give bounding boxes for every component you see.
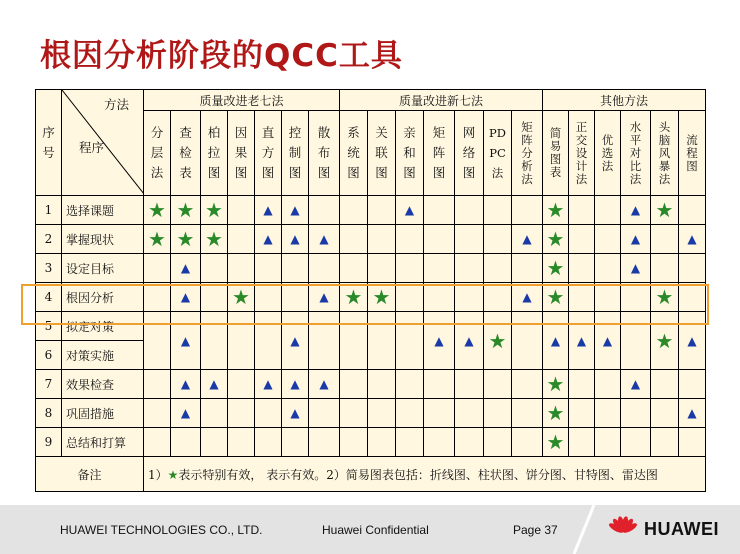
mark-cell xyxy=(368,225,396,254)
mark-cell xyxy=(144,399,171,428)
tool-header: 查检表 xyxy=(171,111,201,196)
table-row xyxy=(36,196,706,225)
mark-cell xyxy=(651,428,679,457)
triangle-icon: ▲ xyxy=(602,333,613,348)
mark-cell xyxy=(340,399,368,428)
mark-cell xyxy=(228,428,255,457)
mark-cell xyxy=(340,254,368,283)
star-icon: ★ xyxy=(176,227,195,251)
step-name: 巩固措施 xyxy=(62,399,144,428)
huawei-logo-icon xyxy=(606,515,640,545)
triangle-icon: ▲ xyxy=(630,377,641,391)
group-other: 其他方法 xyxy=(543,90,706,111)
mark-cell xyxy=(340,196,368,225)
mark-cell xyxy=(228,225,255,254)
mark-cell xyxy=(543,254,569,283)
mark-cell xyxy=(228,196,255,225)
triangle-icon: ▲ xyxy=(290,406,300,420)
tool-header: 矩阵图 xyxy=(424,111,455,196)
step-number: 1 xyxy=(36,196,62,225)
mark-cell xyxy=(621,254,651,283)
mark-cell xyxy=(282,225,309,254)
mark-cell xyxy=(484,399,512,428)
mark-cell xyxy=(201,399,228,428)
mark-cell xyxy=(144,225,171,254)
triangle-icon: ▲ xyxy=(630,203,641,217)
triangle-icon: ▲ xyxy=(630,261,641,275)
group-new-seven: 质量改进新七法 xyxy=(340,90,543,111)
mark-cell xyxy=(201,428,228,457)
mark-cell xyxy=(340,370,368,399)
mark-cell xyxy=(309,428,340,457)
tool-header: 直方图 xyxy=(255,111,282,196)
mark-cell xyxy=(396,254,424,283)
mark-cell xyxy=(512,225,543,254)
star-icon: ★ xyxy=(655,198,674,222)
mark-cell xyxy=(144,370,171,399)
triangle-icon: ▲ xyxy=(404,203,415,217)
mark-cell xyxy=(455,428,484,457)
mark-cell xyxy=(396,196,424,225)
triangle-icon: ▲ xyxy=(687,406,697,420)
mark-cell xyxy=(368,370,396,399)
mark-cell xyxy=(512,428,543,457)
tool-header: 正交设计法 xyxy=(569,111,595,196)
mark-cell xyxy=(201,370,228,399)
triangle-icon: ▲ xyxy=(319,232,329,246)
note-label: 备注 xyxy=(36,457,144,492)
step-number: 6 xyxy=(36,341,62,370)
mark-cell xyxy=(368,399,396,428)
triangle-icon: ▲ xyxy=(290,203,300,217)
star-icon: ★ xyxy=(232,285,250,309)
mark-cell xyxy=(396,225,424,254)
triangle-icon: ▲ xyxy=(290,333,300,348)
mark-cell xyxy=(543,196,569,225)
mark-cell xyxy=(595,370,621,399)
tool-header: 系统图 xyxy=(340,111,368,196)
star-icon: ★ xyxy=(546,285,565,309)
mark-cell xyxy=(255,254,282,283)
star-icon: ★ xyxy=(546,227,565,251)
mark-cell xyxy=(396,399,424,428)
mark-cell xyxy=(368,254,396,283)
mark-cell xyxy=(228,399,255,428)
mark-cell xyxy=(368,196,396,225)
seq-header: 序号 xyxy=(36,90,62,196)
triangle-icon: ▲ xyxy=(687,333,697,348)
tool-header: 柏拉图 xyxy=(201,111,228,196)
footer-page-number: Page 37 xyxy=(513,523,558,537)
mark-cell xyxy=(309,196,340,225)
mark-cell xyxy=(595,399,621,428)
mark-cell xyxy=(171,399,201,428)
mark-cell xyxy=(569,254,595,283)
triangle-icon: ▲ xyxy=(263,232,273,246)
tool-header: 水平对比法 xyxy=(621,111,651,196)
mark-cell xyxy=(651,370,679,399)
step-number: 5 xyxy=(36,312,62,341)
mark-cell xyxy=(171,428,201,457)
mark-cell xyxy=(569,196,595,225)
mark-cell xyxy=(651,254,679,283)
triangle-icon: ▲ xyxy=(180,406,191,420)
mark-cell xyxy=(144,196,171,225)
triangle-icon: ▲ xyxy=(263,377,273,391)
triangle-icon: ▲ xyxy=(319,377,329,391)
triangle-icon: ▲ xyxy=(263,203,273,217)
table-row xyxy=(36,399,706,428)
triangle-icon: ▲ xyxy=(180,377,191,391)
star-icon: ★ xyxy=(546,256,565,280)
table-row xyxy=(36,370,706,399)
page-title: 根因分析阶段的QCC工具 xyxy=(40,38,403,74)
note-body: 表示特别有效， 表示有效。2）简易图表包括：折线图、柱状图、饼分图、甘特图、雷达图 xyxy=(178,467,658,482)
mark-cell xyxy=(484,370,512,399)
tool-header: 关联图 xyxy=(368,111,396,196)
star-icon: ★ xyxy=(205,227,223,251)
table-row xyxy=(36,225,706,254)
mark-cell xyxy=(595,196,621,225)
triangle-icon: ▲ xyxy=(434,333,444,348)
mark-cell xyxy=(424,196,455,225)
mark-cell xyxy=(309,254,340,283)
triangle-icon: ▲ xyxy=(290,377,300,391)
mark-cell xyxy=(368,428,396,457)
step-number: 4 xyxy=(36,283,62,312)
huawei-brand: HUAWEI xyxy=(644,519,719,539)
mark-cell xyxy=(484,254,512,283)
note-star-icon: ★ xyxy=(167,467,179,482)
mark-cell xyxy=(679,196,706,225)
mark-cell xyxy=(651,196,679,225)
triangle-icon: ▲ xyxy=(630,232,641,246)
triangle-icon: ▲ xyxy=(576,333,587,348)
tool-header: 网络图 xyxy=(455,111,484,196)
mark-cell xyxy=(282,196,309,225)
note-row xyxy=(36,457,706,492)
mark-cell xyxy=(679,370,706,399)
star-icon: ★ xyxy=(546,401,565,425)
mark-cell xyxy=(171,225,201,254)
mark-cell xyxy=(340,428,368,457)
mark-cell xyxy=(396,428,424,457)
step-number: 7 xyxy=(36,370,62,399)
triangle-icon: ▲ xyxy=(464,333,474,348)
mark-cell xyxy=(309,225,340,254)
group-old-seven: 质量改进老七法 xyxy=(144,90,340,111)
mark-cell xyxy=(569,225,595,254)
star-icon: ★ xyxy=(546,198,565,222)
star-icon: ★ xyxy=(372,285,391,309)
footer-bar xyxy=(0,505,740,554)
mark-cell xyxy=(255,399,282,428)
triangle-icon: ▲ xyxy=(522,290,532,304)
mark-cell xyxy=(651,225,679,254)
mark-cell xyxy=(651,399,679,428)
star-icon: ★ xyxy=(205,198,223,222)
mark-cell xyxy=(201,225,228,254)
step-name: 效果检查 xyxy=(62,370,144,399)
mark-cell xyxy=(595,428,621,457)
mark-cell xyxy=(621,399,651,428)
tool-header: 优选法 xyxy=(595,111,621,196)
star-icon: ★ xyxy=(546,430,565,454)
tool-header: 散布图 xyxy=(309,111,340,196)
mark-cell xyxy=(255,428,282,457)
step-name: 掌握现状 xyxy=(62,225,144,254)
triangle-icon: ▲ xyxy=(180,333,191,348)
star-icon: ★ xyxy=(148,227,166,251)
star-icon: ★ xyxy=(655,328,674,353)
mark-cell xyxy=(595,254,621,283)
tool-header: 流程图 xyxy=(679,111,706,196)
triangle-icon: ▲ xyxy=(180,261,191,275)
step-number: 8 xyxy=(36,399,62,428)
mark-cell xyxy=(679,399,706,428)
mark-cell xyxy=(340,225,368,254)
tool-header: 控制图 xyxy=(282,111,309,196)
mark-cell xyxy=(171,370,201,399)
star-icon: ★ xyxy=(176,198,195,222)
triangle-icon: ▲ xyxy=(550,333,561,348)
star-icon: ★ xyxy=(344,285,363,309)
triangle-icon: ▲ xyxy=(290,232,300,246)
mark-cell xyxy=(679,225,706,254)
mark-cell xyxy=(543,428,569,457)
triangle-icon: ▲ xyxy=(180,290,191,304)
mark-cell xyxy=(455,254,484,283)
mark-cell xyxy=(455,225,484,254)
mark-cell xyxy=(595,225,621,254)
mark-cell xyxy=(282,399,309,428)
mark-cell xyxy=(621,428,651,457)
mark-cell xyxy=(424,254,455,283)
mark-cell xyxy=(543,370,569,399)
mark-cell xyxy=(309,399,340,428)
mark-cell xyxy=(424,399,455,428)
step-name: 拟定对策 xyxy=(62,312,144,341)
mark-cell xyxy=(455,196,484,225)
method-label: 方法 xyxy=(103,97,129,112)
mark-cell xyxy=(512,370,543,399)
mark-cell xyxy=(424,370,455,399)
step-number: 3 xyxy=(36,254,62,283)
mark-cell xyxy=(228,254,255,283)
tool-header: 亲和图 xyxy=(396,111,424,196)
tool-header: 简易图表 xyxy=(543,111,569,196)
mark-cell xyxy=(512,399,543,428)
mark-cell xyxy=(424,428,455,457)
mark-cell xyxy=(255,225,282,254)
mark-cell xyxy=(484,428,512,457)
mark-cell xyxy=(621,370,651,399)
tool-header: PDPC法 xyxy=(484,111,512,196)
triangle-icon: ▲ xyxy=(687,232,697,246)
mark-cell xyxy=(569,428,595,457)
triangle-icon: ▲ xyxy=(319,290,329,304)
mark-cell xyxy=(569,399,595,428)
mark-cell xyxy=(621,196,651,225)
mark-cell xyxy=(512,254,543,283)
mark-cell xyxy=(309,370,340,399)
footer-divider-slash xyxy=(566,505,602,554)
mark-cell xyxy=(543,225,569,254)
mark-cell xyxy=(679,254,706,283)
mark-cell xyxy=(201,196,228,225)
footer-company: HUAWEI TECHNOLOGIES CO., LTD. xyxy=(60,523,263,537)
mark-cell xyxy=(543,399,569,428)
step-name: 设定目标 xyxy=(62,254,144,283)
mark-cell xyxy=(171,196,201,225)
mark-cell xyxy=(484,196,512,225)
tool-header: 因果图 xyxy=(228,111,255,196)
star-icon: ★ xyxy=(148,198,166,222)
table-row xyxy=(36,254,706,283)
footer-confidential: Huawei Confidential xyxy=(322,523,429,537)
mark-cell xyxy=(484,225,512,254)
process-label: 程序 xyxy=(79,140,105,155)
mark-cell xyxy=(144,254,171,283)
mark-cell xyxy=(255,370,282,399)
mark-cell xyxy=(171,254,201,283)
root-cause-highlight-box xyxy=(21,284,709,325)
star-icon: ★ xyxy=(546,372,565,396)
mark-cell xyxy=(282,370,309,399)
star-icon: ★ xyxy=(655,285,674,309)
step-name: 总结和打算 xyxy=(62,428,144,457)
diagonal-header-cell xyxy=(62,90,144,196)
mark-cell xyxy=(201,254,228,283)
note-text xyxy=(144,457,706,492)
step-name: 选择课题 xyxy=(62,196,144,225)
mark-cell xyxy=(396,370,424,399)
note-prefix: 1） xyxy=(148,467,168,482)
mark-cell xyxy=(569,370,595,399)
step-name: 对策实施 xyxy=(62,341,144,370)
tool-header: 分层法 xyxy=(144,111,171,196)
mark-cell xyxy=(282,254,309,283)
star-icon: ★ xyxy=(488,328,507,353)
mark-cell xyxy=(144,428,171,457)
mark-cell xyxy=(455,399,484,428)
table-row xyxy=(36,428,706,457)
step-name: 根因分析 xyxy=(62,283,144,312)
mark-cell xyxy=(228,370,255,399)
step-number: 9 xyxy=(36,428,62,457)
mark-cell xyxy=(455,370,484,399)
triangle-icon: ▲ xyxy=(209,377,219,391)
mark-cell xyxy=(424,225,455,254)
mark-cell xyxy=(679,428,706,457)
mark-cell xyxy=(621,225,651,254)
mark-cell xyxy=(512,196,543,225)
mark-cell xyxy=(282,428,309,457)
triangle-icon: ▲ xyxy=(522,232,532,246)
tool-header: 矩阵分析法 xyxy=(512,111,543,196)
step-number: 2 xyxy=(36,225,62,254)
tool-header: 头脑风暴法 xyxy=(651,111,679,196)
mark-cell xyxy=(255,196,282,225)
